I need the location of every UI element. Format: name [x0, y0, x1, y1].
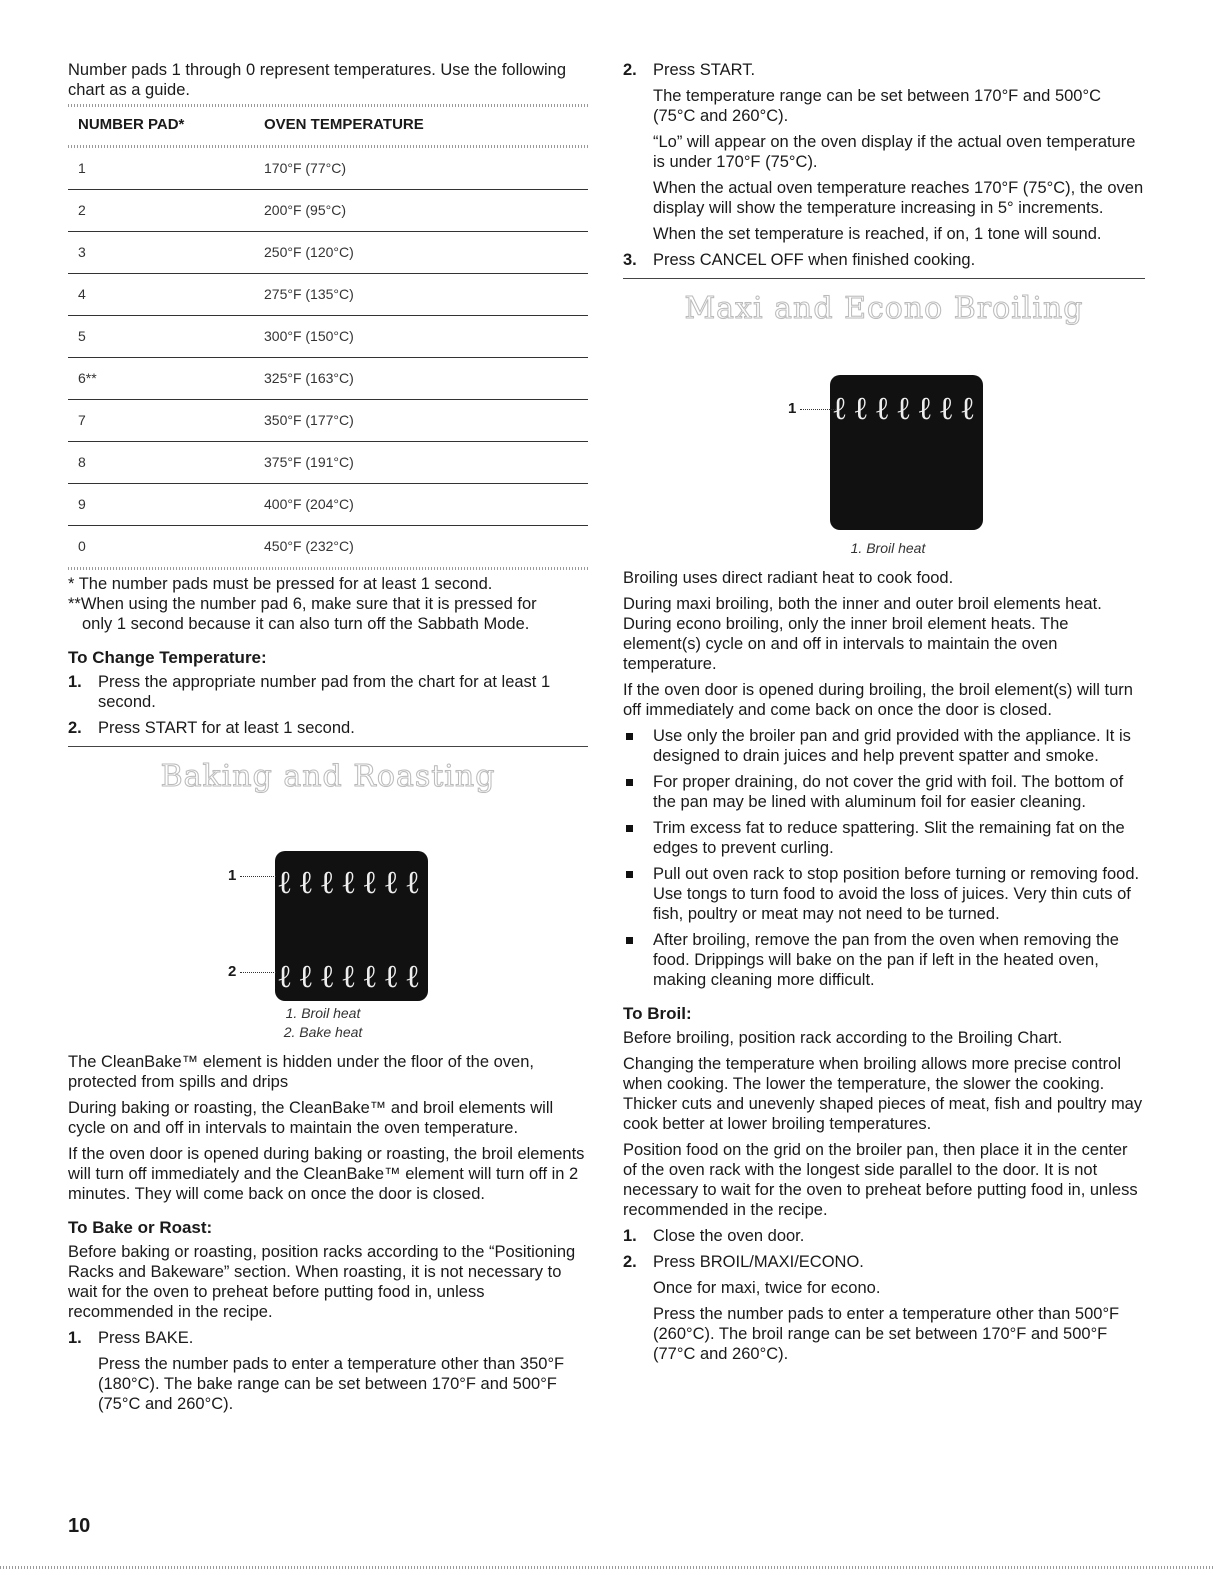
broil-position-paragraph: Position food on the grid on the broiler pan, then place it in the center of the oven rack with the longest side parallel to the door. It is not necessary to wait for the oven to preheat before putting food in, unless recommended in the recipe.	[623, 1141, 1138, 1219]
cleanbake-paragraph: The CleanBake™ element is hidden under the floor of the oven, protected from spills and drips	[68, 1053, 534, 1091]
table-cell: 1	[68, 148, 254, 190]
section-rule	[623, 278, 1145, 279]
bake-continued-steps	[623, 60, 1145, 80]
step-text: Press START.	[653, 61, 756, 79]
lo-paragraph: “Lo” will appear on the oven display if the actual oven temperature is under 170°F (75°C).	[653, 133, 1136, 171]
divider	[68, 567, 588, 570]
step-text: Press the appropriate number pad from the chart for at least 1 second.	[98, 673, 551, 711]
page-number: 10	[68, 1515, 91, 1537]
footnote-2b: only 1 second because it can also turn off the Sabbath Mode.	[82, 615, 530, 633]
table-cell: 2	[68, 190, 254, 232]
header-oven-temperature: OVEN TEMPERATURE	[264, 116, 424, 133]
step-number: 3.	[623, 251, 637, 269]
table-cell: 375°F (191°C)	[254, 442, 588, 484]
to-broil-heading: To Broil:	[623, 1004, 692, 1023]
list-item	[623, 250, 1145, 270]
bake-roast-heading: To Bake or Roast:	[68, 1218, 213, 1237]
oven-cavity-diagram	[275, 851, 428, 1001]
table-row	[68, 274, 588, 316]
table-row	[68, 400, 588, 442]
left-column	[68, 60, 588, 1420]
right-column	[623, 60, 1145, 1370]
cycle-paragraph: During baking or roasting, the CleanBake™ and broil elements will cycle on and off in intervals to maintain the oven temperature.	[68, 1099, 554, 1137]
broiling-intro: Broiling uses direct radiant heat to cook food.	[623, 569, 954, 587]
table-cell: 7	[68, 400, 254, 442]
broil-temp-paragraph: Changing the temperature when broiling allows more precise control when cooking. The lower the temperature, the slower the cooking. Thicker cuts and unevenly shaped pieces of meat, fish and poultry may cook better at lower broiling temperatures.	[623, 1055, 1143, 1133]
tone-paragraph: When the set temperature is reached, if on, 1 tone will sound.	[653, 225, 1102, 243]
table-cell: 6**	[68, 358, 254, 400]
header-number-pad: NUMBER PAD*	[78, 116, 185, 133]
list-item	[68, 718, 588, 738]
list-item: After broiling, remove the pan from the oven when removing the food. Drippings will bake on the pan if left in the heated oven, making cleaning more difficult.	[623, 930, 1145, 990]
callout-1: 1	[228, 866, 276, 886]
broiling-section-title: Maxi and Econo Broiling	[684, 291, 1084, 326]
door-paragraph: If the oven door is opened during baking or roasting, the broil elements will turn off immediately and the CleanBake™ element will turn off in 2 minutes. They will come back on once the door is closed.	[68, 1145, 585, 1203]
list-item: For proper draining, do not cover the grid with foil. The bottom of the pan may be lined with aluminum foil for easier cleaning.	[623, 772, 1145, 812]
list-item	[68, 1328, 588, 1348]
table-row	[68, 484, 588, 526]
table-cell: 3	[68, 232, 254, 274]
step-text: Press START for at least 1 second.	[98, 719, 355, 737]
figure-caption: 1. Broil heat	[850, 540, 926, 556]
step-number: 2.	[623, 61, 637, 79]
table-row	[68, 148, 588, 190]
list-item	[623, 1226, 1145, 1246]
footnotes	[68, 574, 588, 634]
broil-diagram	[623, 375, 1145, 545]
table-row	[68, 358, 588, 400]
oven-cavity-diagram	[830, 375, 983, 530]
step-number: 1.	[68, 673, 82, 691]
callout-1: 1	[788, 399, 836, 419]
table-cell: 325°F (163°C)	[254, 358, 588, 400]
table-row	[68, 316, 588, 358]
step-text: Press BROIL/MAXI/ECONO.	[653, 1253, 864, 1271]
list-item	[623, 1252, 1145, 1272]
change-temp-steps	[68, 672, 588, 738]
table-cell: 350°F (177°C)	[254, 400, 588, 442]
table-cell: 450°F (232°C)	[264, 538, 354, 554]
table-cell: 9	[68, 484, 254, 526]
broil-door-paragraph: If the oven door is opened during broiling, the broil element(s) will turn off immediately and come back on once the door is closed.	[623, 681, 1133, 719]
broil-rack-paragraph: Before broiling, position rack according to the Broiling Chart.	[623, 1029, 1063, 1047]
caption-bake-heat: 2. Bake heat	[283, 1024, 363, 1040]
change-temp-heading: To Change Temperature:	[68, 648, 267, 667]
bake-roast-steps	[68, 1328, 588, 1348]
baking-section-title: Baking and Roasting	[160, 759, 496, 794]
step-number: 1.	[68, 1329, 82, 1347]
chart-intro: Number pads 1 through 0 represent temperatures. Use the following chart as a guide.	[68, 61, 567, 99]
broil-range-paragraph: Press the number pads to enter a temperature other than 500°F (260°C). The broil range can be set between 170°F and 500°F (77°C and 260°C).	[653, 1305, 1120, 1363]
step-number: 2.	[68, 719, 82, 737]
bake-diagram	[68, 851, 588, 1026]
step-text: Close the oven door.	[653, 1227, 805, 1245]
table-cell: 250°F (120°C)	[254, 232, 588, 274]
list-item	[68, 672, 588, 712]
broil-element-glyphs: ℓℓℓℓℓℓℓ	[276, 863, 427, 901]
table-cell: 5	[68, 316, 254, 358]
list-item: Trim excess fat to reduce spattering. Slit the remaining fat on the edges to prevent curling.	[623, 818, 1145, 858]
table-cell: 275°F (135°C)	[254, 274, 588, 316]
temp-range-paragraph: The temperature range can be set between 170°F and 500°C (75°C and 260°C).	[653, 87, 1101, 125]
table-cell: 8	[68, 442, 254, 484]
bottom-edge	[0, 1566, 1213, 1569]
step-text: Press CANCEL OFF when finished cooking.	[653, 251, 976, 269]
table-row	[68, 190, 588, 232]
caption-broil-heat: 1. Broil heat	[285, 1005, 361, 1021]
table-cell: 300°F (150°C)	[254, 316, 588, 358]
bake-element-glyphs: ℓℓℓℓℓℓℓ	[276, 957, 427, 995]
list-item: Use only the broiler pan and grid provided with the appliance. It is designed to drain juices and help prevent spatter and smoke.	[623, 726, 1145, 766]
bake-roast-intro: Before baking or roasting, position racks according to the “Positioning Racks and Bakeware” section. When roasting, it is not necessary to wait for the oven to preheat before putting food in, unless recommended in the recipe.	[68, 1243, 576, 1321]
table-cell: 170°F (77°C)	[254, 148, 588, 190]
bake-step-detail: Press the number pads to enter a temperature other than 350°F (180°C). The bake range can be set between 170°F and 500°F (75°C and 260°C).	[98, 1355, 565, 1413]
callout-2: 2	[228, 962, 276, 982]
table-row	[68, 442, 588, 484]
table-cell: 4	[68, 274, 254, 316]
table-row	[68, 526, 588, 568]
step-text: Press BAKE.	[98, 1329, 194, 1347]
broiling-tips	[623, 726, 1145, 990]
cancel-step	[623, 250, 1145, 270]
table-cell: 0	[78, 538, 86, 554]
broil-element-glyphs: ℓℓℓℓℓℓℓ	[831, 389, 982, 427]
section-rule	[68, 746, 588, 747]
list-item: Pull out oven rack to stop position before turning or removing food. Use tongs to turn food to avoid the loss of juices. Very thin cuts of fish, poultry or meat may not need to be turned.	[623, 864, 1145, 924]
table-row	[68, 232, 588, 274]
footnote-1: * The number pads must be pressed for at least 1 second.	[68, 575, 493, 593]
maxi-econo-presses: Once for maxi, twice for econo.	[653, 1279, 881, 1297]
footnote-2a: **When using the number pad 6, make sure that it is pressed for	[68, 595, 537, 613]
list-item	[623, 60, 1145, 80]
step-number: 1.	[623, 1227, 637, 1245]
increment-paragraph: When the actual oven temperature reaches 170°F (75°C), the oven display will show the temperature increasing in 5° increments.	[653, 179, 1144, 217]
step-number: 2.	[623, 1253, 637, 1271]
maxi-econo-paragraph: During maxi broiling, both the inner and outer broil elements heat. During econo broiling, only the inner broil element heats. The element(s) cycle on and off in intervals to maintain the oven temperature.	[623, 595, 1102, 673]
broil-steps	[623, 1226, 1145, 1272]
table-cell: 400°F (204°C)	[254, 484, 588, 526]
table-cell: 200°F (95°C)	[254, 190, 588, 232]
temperature-chart	[68, 107, 588, 567]
